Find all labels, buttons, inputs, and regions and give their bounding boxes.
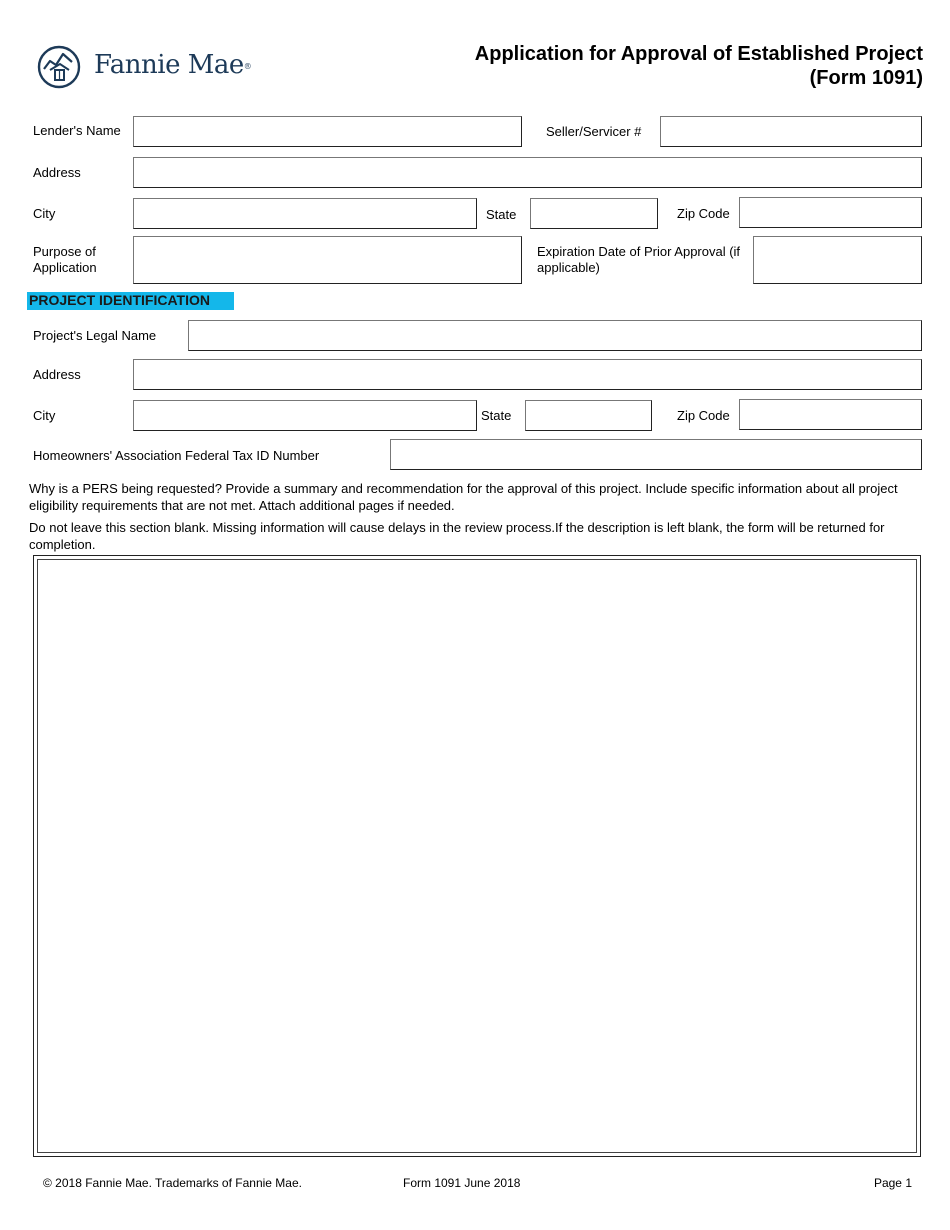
project-state-input[interactable] — [525, 400, 652, 431]
description-warning: Do not leave this section blank. Missing information will cause delays in the review process.If the description is left blank, the form will be returned for completion. — [29, 520, 885, 552]
form-title — [475, 42, 923, 90]
purpose-label: Purpose of Application — [33, 244, 97, 275]
lender-state-input[interactable] — [530, 198, 658, 229]
fannie-mae-logo-icon — [36, 44, 82, 95]
seller-servicer-input[interactable] — [660, 116, 922, 147]
hoa-tax-id-label: Homeowners' Association Federal Tax ID Number — [33, 448, 320, 463]
expiration-date-label: Expiration Date of Prior Approval (if applicable) — [537, 244, 741, 275]
project-state-label: State — [481, 408, 512, 423]
project-legal-name-input[interactable] — [188, 320, 922, 351]
project-identification-heading: PROJECT IDENTIFICATION — [29, 292, 210, 308]
project-legal-name-label: Project's Legal Name — [33, 328, 157, 343]
project-zip-label: Zip Code — [677, 408, 730, 423]
lender-address-input[interactable] — [133, 157, 922, 188]
brand-name: Fannie Mae® — [94, 50, 252, 80]
expiration-date-input[interactable] — [753, 236, 922, 284]
footer-page-number: Page 1 — [873, 1176, 912, 1190]
project-zip-input[interactable] — [739, 399, 922, 430]
description-box — [33, 555, 921, 1157]
description-input[interactable] — [37, 559, 917, 1153]
project-address-label: Address — [33, 367, 81, 382]
lenders-name-label: Lender's Name — [33, 123, 121, 138]
hoa-tax-id-input[interactable] — [390, 439, 922, 470]
form-title-line2: (Form 1091) — [809, 67, 923, 89]
lender-zip-label: Zip Code — [677, 206, 730, 221]
project-city-input[interactable] — [133, 400, 477, 431]
lender-city-label: City — [33, 206, 56, 221]
footer-form-id: Form 1091 June 2018 — [403, 1176, 521, 1190]
seller-servicer-label: Seller/Servicer # — [546, 124, 642, 139]
description-instructions: Why is a PERS being requested? Provide a summary and recommendation for the approval of this project. Include specific information about all project eligibility requirements that are not met. Attach additional pages if needed. — [29, 481, 898, 513]
project-address-input[interactable] — [133, 359, 922, 390]
footer-copyright: © 2018 Fannie Mae. Trademarks of Fannie Mae. — [43, 1176, 302, 1190]
form-title-line1: Application for Approval of Established Project — [474, 43, 923, 65]
purpose-input[interactable] — [133, 236, 522, 284]
lender-city-input[interactable] — [133, 198, 477, 229]
project-city-label: City — [33, 408, 56, 423]
lender-zip-input[interactable] — [739, 197, 922, 228]
lender-address-label: Address — [33, 165, 81, 180]
lender-state-label: State — [486, 207, 517, 222]
lenders-name-input[interactable] — [133, 116, 522, 147]
